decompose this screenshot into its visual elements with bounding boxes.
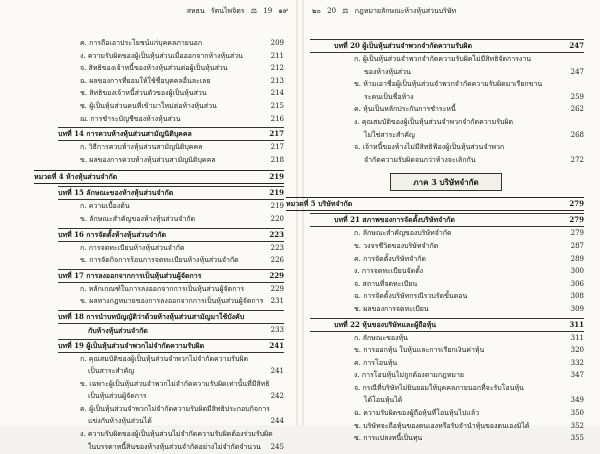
toc-entry-item [310,304,584,317]
toc-entry-title: ข. การจัดกิจการร้อนการจดทะเบียนห้างหุ้นส่วนจำกัด [80,256,239,265]
toc-entry-title: ช. ผลของการจดทะเบียน [354,304,429,313]
toc-entry-page: 242 [270,392,284,401]
toc-entry-item [58,429,284,442]
toc-entry-item [58,88,284,101]
toc-entry-page: 300 [570,267,584,276]
toc-entry-page: 279 [570,229,584,238]
toc-entry-item [310,291,584,304]
toc-entry-title: หมวดที่ 4 ห้างหุ้นส่วนจำกัด [34,172,118,182]
toc-entry-item [310,383,584,396]
toc-entry-title: จ. กรณีที่บริษัทไม่ยินยอมให้บุคคลภายนอกที่จะรับโอนหุ้น [354,383,524,392]
toc-entry-title: ง. การจดทะเบียนจัดตั้ง [354,267,424,276]
toc-entry-page: 229 [269,270,284,280]
toc-entry-title: ข. วงจรชีวิตของบริษัทจำกัด [354,241,439,250]
toc-entry-item [58,155,284,168]
toc-entry-title: แข่งกับห้างหุ้นส่วนได้ [88,417,152,426]
toc-entry-item [310,333,584,346]
toc-entry-title: ก. หลักเกณฑ์ในการลงออกจากการเป็นหุ้นส่วนผู้จัดการ [80,284,245,293]
toc-entry-page: 217 [270,143,284,152]
toc-entry-title: ไม่ใช่สาระสำคัญ [364,130,415,139]
toc-entry-title: ก. ผู้เป็นหุ้นส่วนจำพวกจำกัดความรับผิดไม่มีสิทธิจัดการงาน [354,55,532,63]
toc-entry-page: 211 [270,51,284,60]
toc-entry-title: จ. สถานที่จดทะเบียน [354,279,418,288]
page-number-thai: ๑๙ [278,7,288,15]
toc-entry-page: 306 [570,279,584,288]
toc-entry-page: 272 [570,155,584,164]
toc-entry-title: ก. ลักษณะของหุ้น [354,333,408,342]
toc-entry-title: บทที่ 18 การนำบทบัญญัติว่าด้วยห้างหุ้นส่วนสามัญมาใช้บังคับ [58,311,245,321]
toc-entry-part [34,170,284,184]
page-number-arabic: 20 [327,7,337,15]
toc-entry-title: ก. ลักษณะสำคัญของบริษัทจำกัด [354,229,452,238]
toc-entry-title: ข. ผลของการควบห้างหุ้นส่วนสามัญนิติบุคคล [80,155,216,164]
toc-entry-item [310,54,584,67]
toc-entry-title: ข. การออกหุ้น ใบหุ้นและการเรียกเงินค่าหุ้น [354,346,485,355]
toc-entry-item [58,51,284,64]
toc-entry-item [58,284,284,297]
toc-entry-page: 219 [269,172,284,182]
toc-entry-title: ฉ. การจัดตั้งบริษัทกรณีรวบรัดขั้นตอน [354,292,468,301]
toc-entry-page: 268 [570,130,584,139]
toc-entry-chap [58,339,284,353]
toc-entry-page: 219 [269,188,284,198]
toc-entry-item [310,266,584,279]
toc-entry-page: 247 [569,41,584,50]
toc-entry-page: 212 [270,64,284,73]
toc-entry-item [310,358,584,371]
toc-entry-title: ก. คุณสมบัติของผู้เป็นหุ้นส่วนจำพวกไม่จำกัดความรับผิด [80,354,249,363]
toc-entry-page: 209 [270,39,284,47]
toc-entry-title: กับห้างหุ้นส่วนจำกัด [88,325,148,335]
toc-entry-item [58,354,284,367]
toc-entry-item [58,76,284,89]
toc-entry-item [310,228,584,241]
toc-entry-title: ค. การถือเอาประโยชน์แก่บุคคลภายนอก [80,39,203,47]
toc-entry-title: ช. บริษัทจะถือหุ้นของตนเองหรือรับจำนำหุ้นของตนเองมิได้ [354,421,530,430]
toc-entry-page: 219 [270,202,284,211]
toc-entry-page: 347 [570,371,584,380]
toc-entry-page: 352 [570,421,584,430]
toc-entry-title: บทที่ 20 ผู้เป็นหุ้นส่วนจำพวกจำกัดความรับผิด [334,41,473,50]
toc-entry-chap2 [310,39,584,53]
toc-entry-page: 287 [570,241,584,250]
toc-entry-page: 355 [570,434,584,443]
toc-entry-title: ง. ความรับผิดของผู้เป็นหุ้นส่วนเมื่อออกจากห้างหุ้นส่วน [80,51,243,60]
toc-entry-title: จ. สิทธิของเจ้าหนี้ของห้างหุ้นส่วนต่อผู้เป็นหุ้นส่วน [80,64,228,73]
scales-icon: ⚖ [250,7,258,15]
toc-entry-page: 213 [270,76,284,85]
toc-entry-item [310,421,584,434]
toc-entry-item [310,279,584,292]
toc-entry-page: 233 [270,325,284,334]
toc-entry-title: ข. ลักษณะสำคัญของห้างหุ้นส่วนจำกัด [80,214,196,223]
left-running-head [185,6,290,17]
toc-entry-item [310,117,584,130]
toc-entry-item [58,142,284,155]
toc-entry-item [310,104,584,117]
author-name-1: สหธน [186,7,205,15]
toc-entry-title: ค. ผู้เป็นหุ้นส่วนจำพวกไม่จำกัดความรับผิดมีสิทธิประกอบกิจการ [80,404,270,413]
toc-entry-page: 309 [570,304,584,313]
toc-entry-cont [310,130,584,143]
toc-entry-title: ข. ห้ามเอาชื่อผู้เป็นหุ้นส่วนจำพวกจำกัดความรับผิดมาเรียกขาน [354,80,543,89]
toc-entry-chap [58,269,284,283]
toc-entry-page: 350 [570,409,584,418]
toc-entry-cont [58,325,284,338]
toc-entry-page: 262 [570,105,584,114]
toc-entry-item [310,370,584,383]
toc-entry-page: 311 [570,333,584,342]
book-gutter [296,0,304,425]
toc-entry-title: เป็นสาระสำคัญ [88,367,135,376]
toc-entry-chap [58,186,284,200]
toc-entry-item [58,101,284,114]
toc-entry-title: บทที่ 21 สภาพของการจัดตั้งบริษัทจำกัด [334,215,455,225]
toc-entry-page: 259 [570,92,584,101]
toc-entry-chap2 [310,213,584,227]
toc-entry-page: 247 [570,67,584,76]
toc-entry-title: บทที่ 16 การจัดตั้งห้างหุ้นส่วนจำกัด [58,229,166,239]
toc-entry-title: บทที่ 15 ลักษณะของห้างหุ้นส่วนจำกัด [58,188,174,198]
toc-entry-title: ง. ความรับผิดของผู้เป็นหุ้นส่วนไม่จำกัดความรับผิดต้องร่วมรับผิด [80,430,273,439]
left-toc [34,38,284,454]
right-running-head [310,6,458,17]
scales-icon: ⚖ [342,7,349,15]
toc-entry-title: ก. ความเบื้องต้น [80,202,130,211]
left-page [0,0,296,451]
toc-entry-title: เป็นหุ้นส่วนผู้จัดการ [88,392,147,401]
toc-entry-title: ระคนเป็นชื่อห้าง [364,92,414,101]
toc-entry-page: 241 [269,340,284,350]
toc-entry-page: 217 [269,129,284,139]
toc-entry-cont [310,67,584,80]
toc-entry-item [310,241,584,254]
toc-entry-title: ค. การโอนหุ้น [354,358,398,367]
toc-entry-cont [310,92,584,105]
part-title-box: ภาค 3 บริษัทจำกัด [390,173,502,191]
toc-entry-page: 245 [270,442,284,451]
toc-entry-page: 241 [270,367,284,376]
book-title: กฎหมายลักษณะห้างหุ้นส่วนบริษัท [354,7,457,15]
toc-entry-cont [310,155,584,168]
toc-entry-title: ข. เฉพาะผู้เป็นหุ้นส่วนจำพวกไม่จำกัดความรับผิดเท่านั้นที่มีสิทธิ [80,379,270,388]
toc-entry-page: 229 [270,284,284,293]
toc-entry-page: 215 [270,101,284,110]
toc-entry-item [58,296,284,309]
toc-entry-page: 220 [270,214,284,223]
toc-entry-page: 349 [570,396,584,405]
toc-entry-item [58,404,284,417]
toc-entry-title: ง. คุณสมบัติของผู้เป็นหุ้นส่วนจำพวกจำกัดความรับผิด [354,117,514,126]
toc-entry-cont [58,391,284,404]
toc-entry-page: 279 [569,199,584,209]
toc-entry-title: ง. การโอนหุ้นไม่ถูกต้องตามกฎหมาย [354,371,465,380]
toc-entry-page: 231 [270,297,284,306]
toc-entry-page: 332 [570,358,584,367]
toc-entry-item [310,142,584,155]
toc-entry-chap [58,228,284,242]
toc-entry-title: ค. การจัดตั้งบริษัทจำกัด [354,254,426,263]
toc-entry-page: 289 [570,254,584,263]
toc-entry-page: 216 [270,114,284,123]
toc-entry-cont [58,416,284,429]
toc-entry-item [58,114,284,127]
right-page [286,0,600,443]
toc-entry-item [310,408,584,421]
toc-entry-item [310,345,584,358]
toc-entry-item [58,214,284,227]
toc-entry-title: บทที่ 17 การลงออกจากการเป็นหุ้นส่วนผู้จัดการ [58,270,202,280]
toc-entry-chap [58,310,284,324]
toc-entry-title: จ. เจ้าหนี้ของห้างไม่มีสิทธิฟ้องผู้เป็นหุ้นส่วนจำพวก [354,143,505,152]
author-name-2: รัตนไพจิตร [210,7,245,15]
toc-entry-cont [58,442,284,454]
toc-entry-title: ได้โอนหุ้นได้ [364,396,403,405]
toc-entry-chap2 [310,318,584,332]
toc-entry-title: ในบรรดาหนี้สินของห้างหุ้นส่วนจำกัดอย่างไม่จำกัดจำนวน [88,442,261,451]
toc-entry-title: ของห้างหุ้นส่วน [364,67,411,76]
page-number-arabic: 19 [263,7,273,15]
toc-entry-title: ก. การจดทะเบียนห้างหุ้นส่วนจำกัด [80,243,185,252]
toc-entry-title: ข. ผลทางกฎหมายของการลงออกจากการเป็นหุ้นส่วนผู้จัดการ [80,297,264,306]
toc-entry-page: 311 [569,319,584,329]
toc-entry-title: บทที่ 22 หุ้นของบริษัทและผู้ถือหุ้น [334,319,437,329]
toc-entry-title: ก. วิธีการควบห้างหุ้นส่วนสามัญนิติบุคคล [80,143,203,152]
toc-entry-item [58,243,284,256]
right-toc [286,38,584,446]
toc-entry-title: หมวดที่ 5 บริษัทจำกัด [286,199,353,209]
toc-entry-title: ช. สิทธิของเจ้าหนี้ส่วนตัวของผู้เป็นหุ้นส่วน [80,89,207,98]
toc-entry-item [58,63,284,76]
toc-entry-title: ซ. ผู้เป็นหุ้นส่วนคนที่เข้ามาใหม่ต่อห้างหุ้นส่วน [80,101,217,110]
toc-entry-title: จำกัดความรับผิดจนกว่าห้างจะเลิกกัน [364,155,476,164]
toc-entry-page: 226 [270,256,284,265]
toc-entry-item [310,254,584,267]
toc-entry-item [58,379,284,392]
toc-entry-title: ซ. การแปลงหนี้เป็นทุน [354,434,423,443]
toc-entry-chap [58,127,284,141]
toc-entry-item [58,255,284,268]
toc-entry-page: 320 [570,346,584,355]
toc-entry-title: ค. หุ้นเป็นหลักประกันการชำระหนี้ [354,105,456,114]
toc-entry-page: 279 [569,215,584,225]
toc-entry-item [58,201,284,214]
toc-entry-page: 223 [270,243,284,252]
toc-entry-title: บทที่ 14 การควบห้างหุ้นส่วนสามัญนิติบุคคล [58,129,192,139]
toc-entry-page: 223 [269,229,284,239]
toc-entry-page: 214 [270,89,284,98]
toc-entry-title: ฉ. ความรับผิดของผู้ถือหุ้นที่โอนหุ้นไปแล้ว [354,409,480,418]
toc-entry-page: 244 [270,417,284,426]
toc-entry-item [310,433,584,446]
toc-entry-page: 218 [270,155,284,164]
toc-entry-item [58,38,284,51]
toc-entry-cont [58,366,284,379]
page-number-thai: ๒๐ [312,7,321,15]
toc-entry-title: ฌ. การชำระบัญชีของห้างหุ้นส่วน [80,114,181,123]
toc-entry-item [310,79,584,92]
toc-entry-title: ฉ. ผลของการที่ยอมให้ใช้ชื่อบุคคลอื่นละเลย [80,76,211,85]
toc-entry-title: บทที่ 19 ผู้เป็นหุ้นส่วนจำพวกไม่จำกัดความรับผิด [58,340,205,350]
toc-entry-part [286,197,584,211]
toc-entry-cont [310,395,584,408]
toc-entry-page: 308 [570,292,584,301]
